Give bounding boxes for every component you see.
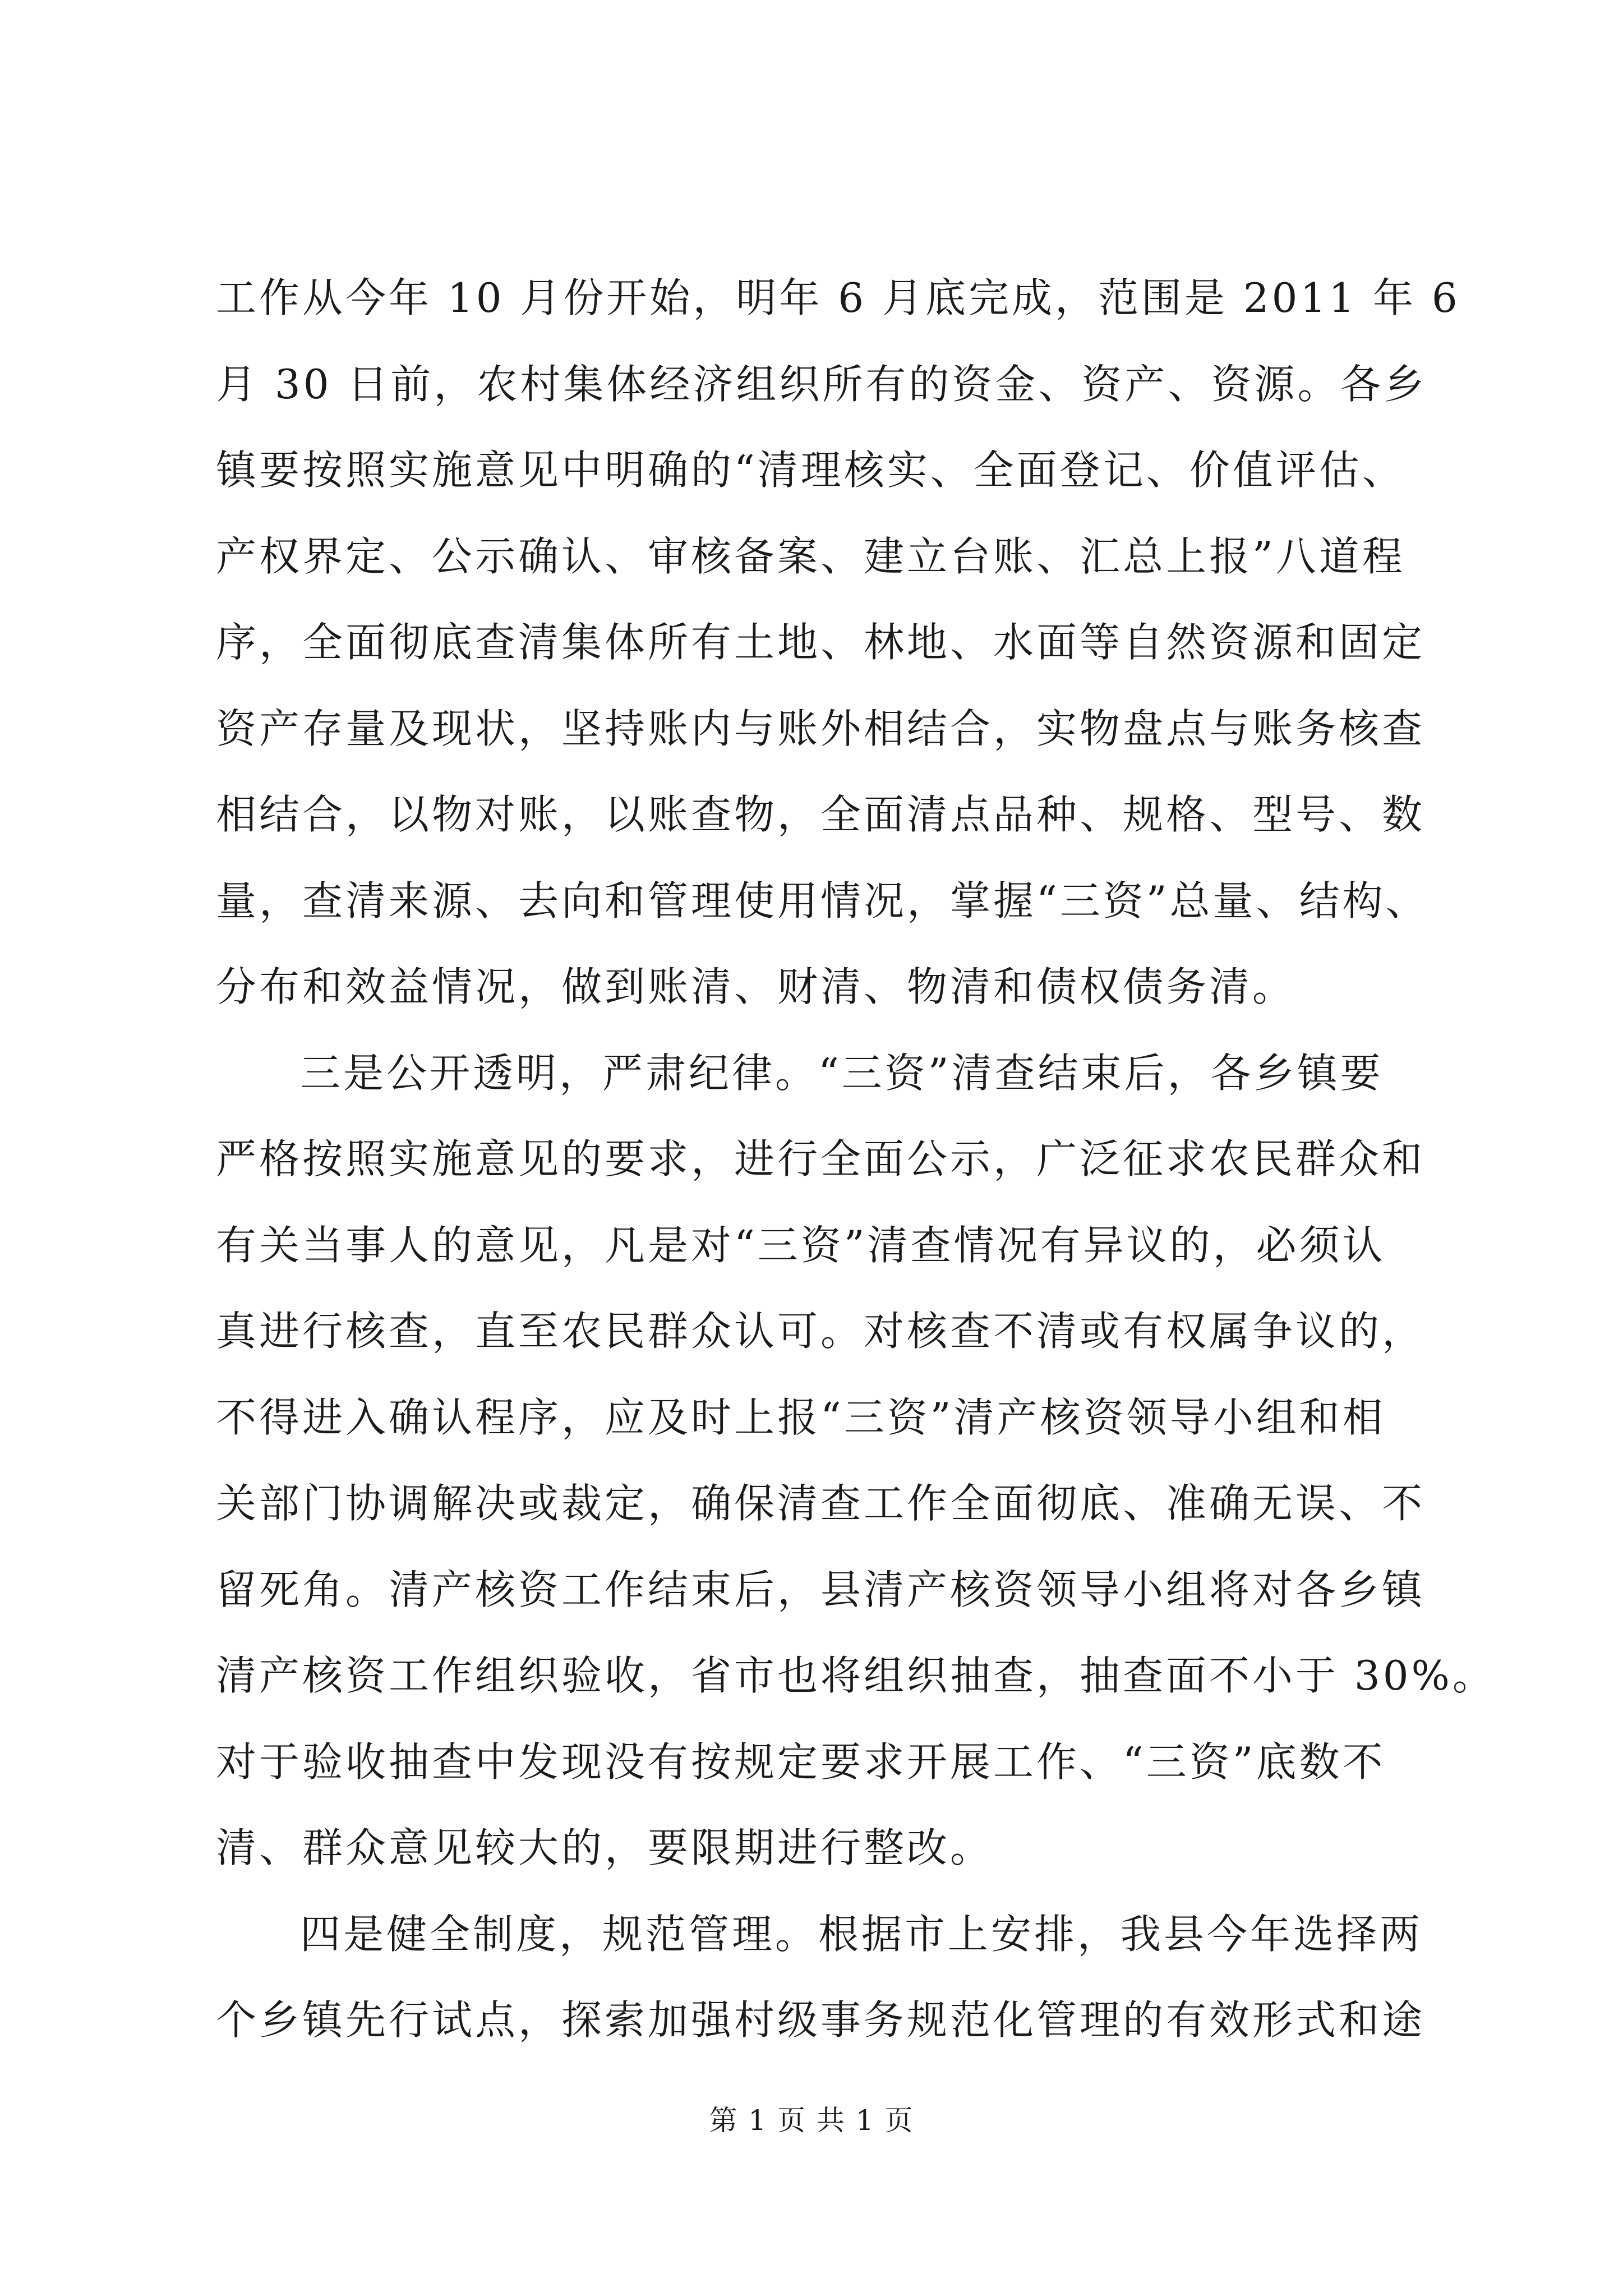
- body-text: [216, 255, 1496, 2064]
- text-line: 资产存量及现状，坚持账内与账外相结合，实物盘点与账务核查: [216, 705, 1426, 752]
- text-line: 清产核资工作组织验收，省市也将组织抽查，抽查面不小于 30%。: [216, 1652, 1496, 1699]
- text-line: 分布和效益情况，做到账清、财清、物清和债权债务清。: [216, 963, 1296, 1010]
- page-number: 第 1 页 共 1 页: [709, 2104, 914, 2137]
- text-line: 工作从今年 10 月份开始，明年 6 月底完成，范围是 2011 年 6: [216, 274, 1460, 321]
- text-line: 个乡镇先行试点，探索加强村级事务规范化管理的有效形式和途: [216, 1996, 1426, 2044]
- text-line: 留死角。清产核资工作结束后，县清产核资领导小组将对各乡镇: [216, 1566, 1426, 1613]
- page-footer: [0, 2101, 1623, 2140]
- text-line: 有关当事人的意见，凡是对“三资”清查情况有异议的，必须认: [216, 1221, 1386, 1269]
- paragraph-start-line: 四是健全制度，规范管理。根据市上安排，我县今年选择两: [300, 1910, 1423, 1958]
- text-line: 镇要按照实施意见中明确的“清理核实、全面登记、价值评估、: [216, 447, 1405, 494]
- text-line: 对于验收抽查中发现没有按规定要求开展工作、“三资”底数不: [216, 1738, 1386, 1786]
- text-line: 清、群众意见较大的，要限期进行整改。: [216, 1824, 994, 1871]
- text-line: 严格按照实施意见的要求，进行全面公示，广泛征求农民群众和: [216, 1135, 1426, 1182]
- text-line: 序，全面彻底查清集体所有土地、林地、水面等自然资源和固定: [216, 619, 1426, 666]
- text-line: 相结合，以物对账，以账查物，全面清点品种、规格、型号、数: [216, 791, 1426, 838]
- text-line: 产权界定、公示确认、审核备案、建立台账、汇总上报”八道程: [216, 532, 1405, 580]
- text-line: 不得进入确认程序，应及时上报“三资”清产核资领导小组和相: [216, 1393, 1386, 1441]
- text-line: 关部门协调解决或裁定，确保清查工作全面彻底、准确无误、不: [216, 1480, 1426, 1527]
- paragraph-start-line: 三是公开透明，严肃纪律。“三资”清查结束后，各乡镇要: [300, 1049, 1384, 1097]
- text-line: 量，查清来源、去向和管理使用情况，掌握“三资”总量、结构、: [216, 877, 1429, 924]
- text-line: 真进行核查，直至农民群众认可。对核查不清或有权属争议的，: [216, 1308, 1426, 1355]
- text-line: 月 30 日前，农村集体经济组织所有的资金、资产、资源。各乡: [216, 360, 1427, 408]
